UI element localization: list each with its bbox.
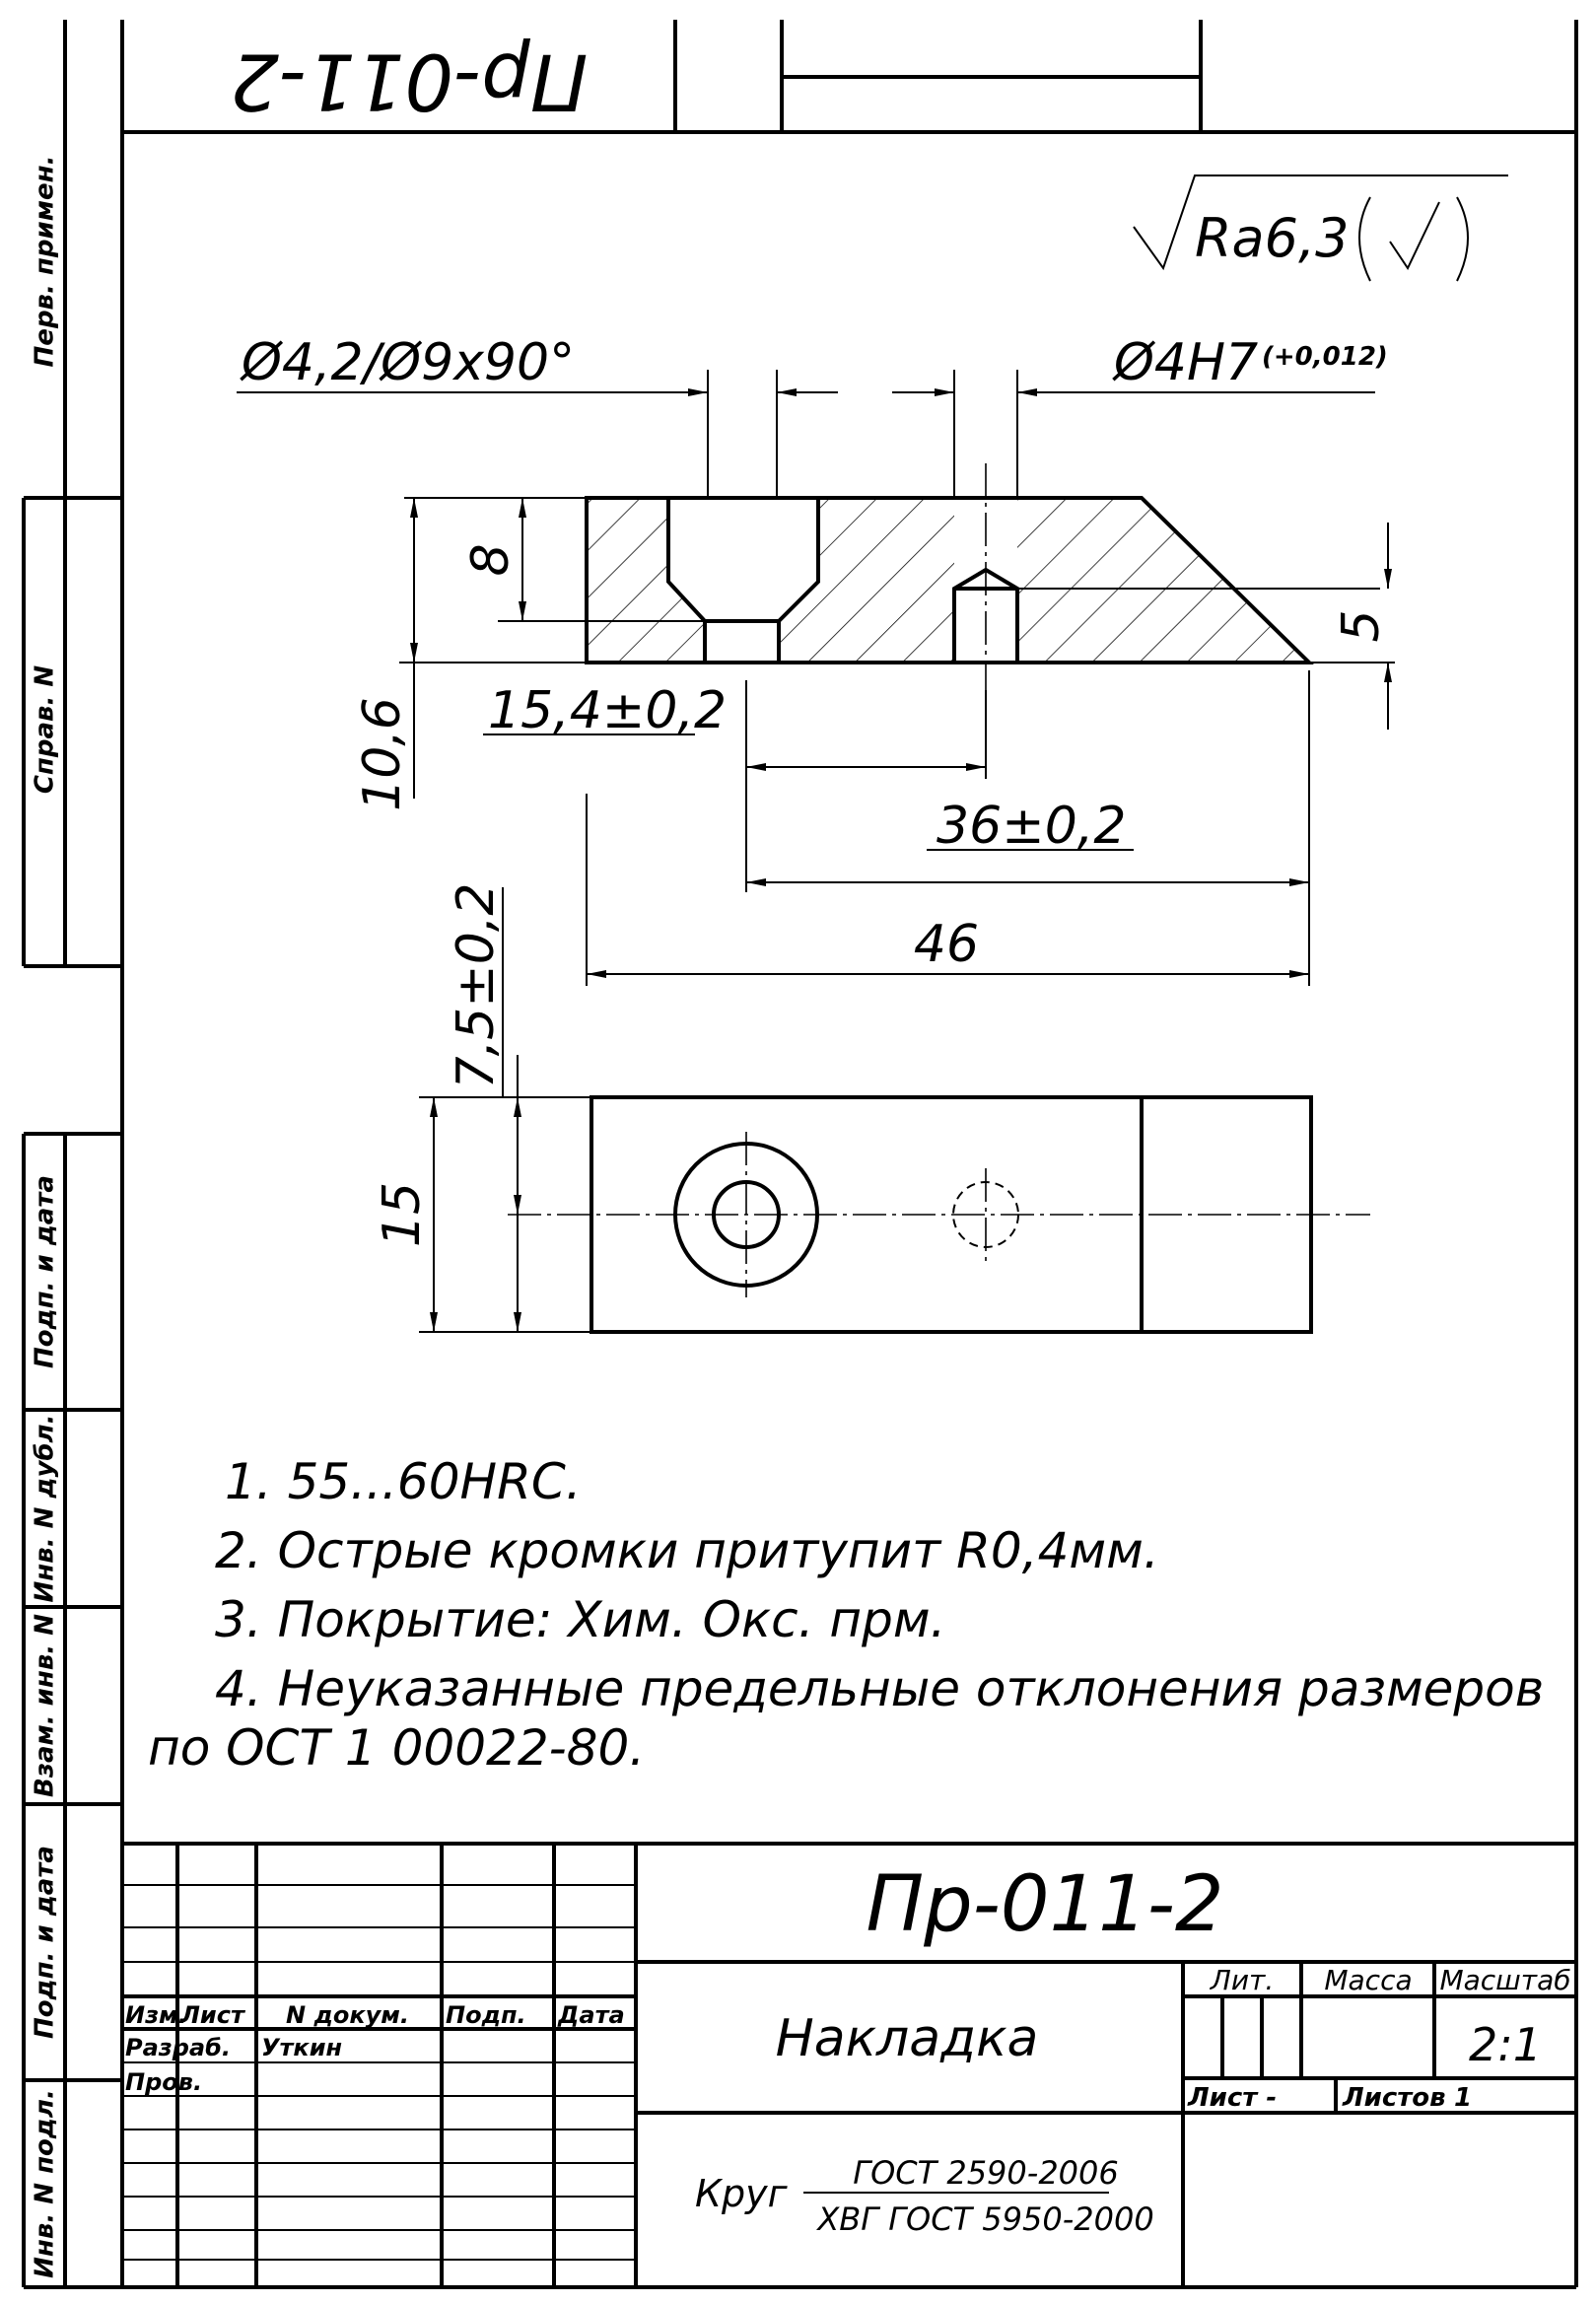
dim-length-46: 46 [913,915,980,974]
col-podp: Подп. [446,2001,526,2029]
title-material-gost-1: ГОСТ 2590-2006 [853,2154,1119,2192]
row-razrab: Разраб. [125,2034,231,2061]
side-strip-lower [24,1134,122,2287]
note-4-line-2: по ОСТ 1 00022-80. [148,1719,646,1777]
plan-view [508,1097,1370,1332]
technical-notes [148,1453,1544,1777]
title-material-label: Круг [695,2172,788,2215]
scale-value: 2:1 [1468,2018,1543,2071]
side-label-inv-n-dubl: Инв. N дубл. [30,1414,60,1603]
note-1: 1. 55...60HRC. [225,1453,582,1510]
masshtab-label: Масштаб [1439,1964,1571,1996]
title-material-gost-2: ХВГ ГОСТ 5950-2000 [817,2200,1154,2238]
title-block [122,1844,1576,2287]
roughness-value: Ra6,3 [1195,207,1350,269]
side-label-sprav-n: Справ. N [30,664,60,795]
dim-pos-36: 36±0,2 [937,797,1127,856]
side-label-podp-data-2: Подп. и дата [30,1846,60,2039]
col-data: Дата [558,2001,625,2029]
list-label: Лист - [1188,2083,1278,2113]
listov-label: Листов [1343,2083,1446,2113]
dim-pos-15-4: 15,4±0,2 [488,681,728,740]
side-label-vzam-inv-n: Взам. инв. N [30,1614,60,1797]
dim-hole-tolerance: (+0,012) [1262,342,1388,372]
side-label-perv-primen: Перв. примен. [30,155,60,368]
title-designation: Пр-011-2 [866,1860,1224,1949]
side-label-podp-data-1: Подп. и дата [30,1175,60,1368]
side-label-inv-n-podl: Инв. N подл. [30,2089,60,2278]
title-part-name: Накладка [775,2009,1039,2068]
dimension-texts [240,333,1391,1247]
massa-label: Масса [1324,1964,1413,1996]
lit-label: Лит. [1210,1964,1275,1996]
top-stamp-designation: Пр-011-2 [230,35,589,125]
side-strip-upper [24,20,122,966]
note-2: 2. Острые кромки притупит R0,4мм. [215,1522,1159,1579]
row-prov: Пров. [125,2068,203,2096]
razrab-name: Уткин [261,2034,343,2061]
note-3: 3. Покрытие: Хим. Окс. прм. [215,1591,946,1648]
dim-width-15: 15 [373,1181,432,1248]
top-stamp [231,20,1201,132]
col-list: Лист [180,2001,244,2029]
listov-value: 1 [1454,2083,1473,2113]
dim-height-5: 5 [1332,609,1391,643]
roughness-symbol [1134,175,1508,281]
col-izm: Изм. [125,2001,187,2029]
dim-countersink: Ø4,2/Ø9x90° [242,333,576,392]
dim-height-10-6: 10,6 [353,697,412,811]
dim-hole: Ø4H7 [1114,333,1259,392]
dim-depth-8: 8 [461,543,520,577]
dim-pos-7-5: 7,5±0,2 [447,882,506,1089]
note-4-line-1: 4. Неуказанные предельные отклонения размеров [215,1660,1545,1717]
col-n-dokum: N докум. [286,2001,409,2029]
